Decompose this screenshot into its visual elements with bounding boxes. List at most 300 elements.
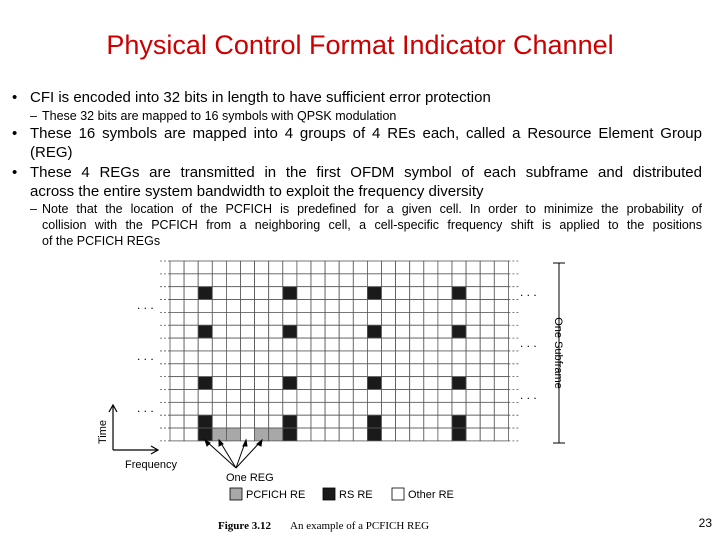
re-other <box>452 300 466 313</box>
legend-rs-label: RS RE <box>339 489 373 501</box>
re-other <box>170 402 184 415</box>
re-other <box>410 287 424 300</box>
re-other <box>424 287 438 300</box>
re-other <box>452 274 466 287</box>
re-other <box>184 261 198 274</box>
re-other <box>170 338 184 351</box>
re-other <box>494 415 508 428</box>
re-other <box>170 325 184 338</box>
re-rs <box>283 325 297 338</box>
re-other <box>410 402 424 415</box>
re-other <box>269 377 283 390</box>
re-other <box>396 287 410 300</box>
re-other <box>339 325 353 338</box>
re-other <box>212 312 226 325</box>
re-other <box>297 377 311 390</box>
re-other <box>494 312 508 325</box>
dash-marker: – <box>30 109 37 123</box>
re-other <box>170 390 184 403</box>
slide-title: Physical Control Format Indicator Channel <box>106 30 614 60</box>
re-other <box>170 377 184 390</box>
re-other <box>494 300 508 313</box>
re-other <box>396 338 410 351</box>
re-other <box>396 428 410 441</box>
bullet-3-line-2: across the entire system bandwidth to exploit the frequency diversity <box>30 183 484 200</box>
re-other <box>382 312 396 325</box>
re-other <box>494 428 508 441</box>
re-other <box>325 261 339 274</box>
re-other <box>297 351 311 364</box>
re-other <box>382 402 396 415</box>
re-other <box>438 261 452 274</box>
re-other <box>255 364 269 377</box>
re-other <box>382 287 396 300</box>
re-other <box>367 338 381 351</box>
re-other <box>226 390 240 403</box>
re-other <box>452 364 466 377</box>
re-other <box>494 390 508 403</box>
re-other <box>353 312 367 325</box>
re-other <box>424 300 438 313</box>
re-other <box>311 261 325 274</box>
re-other <box>255 351 269 364</box>
re-other <box>466 390 480 403</box>
re-other <box>382 377 396 390</box>
re-other <box>170 415 184 428</box>
one-reg-arrows <box>205 440 262 468</box>
ellipsis-right-2: . . . <box>520 336 537 350</box>
re-other <box>339 338 353 351</box>
re-other <box>255 300 269 313</box>
re-other <box>184 351 198 364</box>
re-other <box>226 274 240 287</box>
re-pcfich <box>255 428 269 441</box>
re-other <box>410 312 424 325</box>
re-other <box>311 402 325 415</box>
re-other <box>241 390 255 403</box>
re-other <box>269 287 283 300</box>
re-other <box>339 402 353 415</box>
re-other <box>382 364 396 377</box>
re-other <box>466 415 480 428</box>
re-other <box>396 364 410 377</box>
re-other <box>410 351 424 364</box>
re-other <box>297 338 311 351</box>
re-other <box>198 312 212 325</box>
re-other <box>382 351 396 364</box>
re-other <box>255 338 269 351</box>
re-other <box>184 402 198 415</box>
re-other <box>367 402 381 415</box>
frequency-axis-label: Frequency <box>125 459 177 471</box>
re-pcfich <box>226 428 240 441</box>
re-other <box>297 402 311 415</box>
re-other <box>466 312 480 325</box>
re-other <box>438 402 452 415</box>
re-other <box>452 402 466 415</box>
re-other <box>339 364 353 377</box>
time-axis-label: Time <box>97 419 109 445</box>
re-other <box>466 402 480 415</box>
re-other <box>325 428 339 441</box>
re-other <box>184 390 198 403</box>
re-other <box>255 261 269 274</box>
re-other <box>283 402 297 415</box>
re-other <box>184 338 198 351</box>
ellipsis-left-1: . . . <box>137 298 154 312</box>
re-rs <box>367 415 381 428</box>
re-other <box>311 287 325 300</box>
re-other <box>325 415 339 428</box>
re-other <box>353 415 367 428</box>
re-other <box>367 390 381 403</box>
re-other <box>410 390 424 403</box>
re-other <box>226 338 240 351</box>
re-other <box>410 377 424 390</box>
page-number: 23 <box>698 516 712 530</box>
re-other <box>170 364 184 377</box>
re-other <box>339 377 353 390</box>
re-other <box>283 390 297 403</box>
re-other <box>212 390 226 403</box>
re-other <box>396 325 410 338</box>
re-other <box>438 300 452 313</box>
re-rs <box>283 287 297 300</box>
re-other <box>480 274 494 287</box>
re-rs <box>198 377 212 390</box>
bullet-2-line-2: (REG) <box>30 144 73 161</box>
re-rs <box>283 415 297 428</box>
re-other <box>184 415 198 428</box>
re-other <box>297 364 311 377</box>
re-other <box>212 274 226 287</box>
re-other <box>212 338 226 351</box>
re-other <box>198 261 212 274</box>
re-other <box>297 428 311 441</box>
re-other <box>339 287 353 300</box>
one-reg-label: One REG <box>226 472 274 484</box>
re-other <box>297 287 311 300</box>
re-other <box>480 312 494 325</box>
re-other <box>396 377 410 390</box>
re-other <box>297 312 311 325</box>
re-other <box>410 300 424 313</box>
re-other <box>438 338 452 351</box>
re-rs <box>452 287 466 300</box>
re-other <box>226 300 240 313</box>
re-other <box>410 415 424 428</box>
re-other <box>325 300 339 313</box>
re-other <box>226 364 240 377</box>
re-other <box>269 364 283 377</box>
re-rs <box>452 428 466 441</box>
re-other <box>226 351 240 364</box>
re-other <box>297 261 311 274</box>
re-other <box>255 377 269 390</box>
re-rs <box>367 287 381 300</box>
re-other <box>325 351 339 364</box>
legend-other-label: Other RE <box>408 489 454 501</box>
re-other <box>424 402 438 415</box>
re-other <box>255 402 269 415</box>
re-other <box>311 415 325 428</box>
re-other <box>438 351 452 364</box>
re-other <box>382 325 396 338</box>
re-other <box>438 415 452 428</box>
re-other <box>494 325 508 338</box>
re-other <box>226 325 240 338</box>
re-other <box>184 300 198 313</box>
re-other <box>241 261 255 274</box>
re-other <box>283 274 297 287</box>
re-other <box>438 325 452 338</box>
re-other <box>424 377 438 390</box>
re-other <box>184 274 198 287</box>
re-other <box>480 287 494 300</box>
re-other <box>311 377 325 390</box>
re-other <box>466 428 480 441</box>
re-other <box>283 261 297 274</box>
re-other <box>241 312 255 325</box>
re-other <box>241 274 255 287</box>
re-other <box>198 351 212 364</box>
re-other <box>466 287 480 300</box>
re-other <box>311 274 325 287</box>
bullet-3-sub-line-1: Note that the location of the PCFICH is predefined for a given cell. In order to minimize the probability of <box>42 202 702 216</box>
bullet-1-text: CFI is encoded into 32 bits in length to have sufficient error protection <box>30 89 491 106</box>
re-other <box>297 390 311 403</box>
bullet-1-sub-text: These 32 bits are mapped to 16 symbols with QPSK modulation <box>42 109 397 123</box>
re-other <box>396 415 410 428</box>
re-other <box>212 377 226 390</box>
re-other <box>353 351 367 364</box>
figure-caption-text: An example of a PCFICH REG <box>290 520 430 532</box>
bullet-3-sub-line-3: of the PCFICH REGs <box>42 234 161 248</box>
re-other <box>480 261 494 274</box>
re-other <box>494 338 508 351</box>
re-other <box>339 261 353 274</box>
re-other <box>241 415 255 428</box>
re-other <box>382 338 396 351</box>
re-other <box>480 351 494 364</box>
re-rs <box>198 428 212 441</box>
re-other <box>480 338 494 351</box>
re-other <box>452 390 466 403</box>
re-other <box>438 364 452 377</box>
re-other <box>466 300 480 313</box>
re-other <box>269 351 283 364</box>
re-other <box>269 415 283 428</box>
re-other <box>184 364 198 377</box>
re-other <box>382 415 396 428</box>
re-other <box>283 300 297 313</box>
re-other <box>396 351 410 364</box>
re-pcfich <box>269 428 283 441</box>
re-other <box>466 377 480 390</box>
re-rs <box>367 325 381 338</box>
re-other <box>353 274 367 287</box>
re-other <box>353 428 367 441</box>
re-other <box>480 402 494 415</box>
re-other <box>438 287 452 300</box>
re-other <box>410 338 424 351</box>
re-other <box>396 274 410 287</box>
re-other <box>241 428 255 441</box>
re-other <box>269 312 283 325</box>
re-other <box>184 428 198 441</box>
re-other <box>353 364 367 377</box>
re-other <box>480 325 494 338</box>
re-other <box>311 312 325 325</box>
re-other <box>255 390 269 403</box>
re-other <box>198 300 212 313</box>
re-other <box>311 300 325 313</box>
re-other <box>241 338 255 351</box>
re-rs <box>283 428 297 441</box>
re-rs <box>452 325 466 338</box>
re-other <box>424 274 438 287</box>
re-other <box>494 377 508 390</box>
re-other <box>325 312 339 325</box>
re-other <box>494 287 508 300</box>
re-other <box>325 402 339 415</box>
re-rs <box>452 377 466 390</box>
re-other <box>466 364 480 377</box>
re-other <box>424 390 438 403</box>
re-other <box>424 415 438 428</box>
re-other <box>382 428 396 441</box>
re-other <box>325 390 339 403</box>
re-other <box>452 338 466 351</box>
ellipsis-left-2: . . . <box>137 349 154 363</box>
legend-pcfich-swatch <box>230 488 242 500</box>
re-other <box>170 428 184 441</box>
re-other <box>367 351 381 364</box>
re-other <box>311 364 325 377</box>
dash-marker: – <box>30 202 37 216</box>
re-rs <box>367 428 381 441</box>
re-other <box>226 312 240 325</box>
one-subframe-label: One Subframe <box>552 317 564 389</box>
re-other <box>494 351 508 364</box>
re-other <box>241 377 255 390</box>
re-other <box>255 287 269 300</box>
legend <box>230 488 454 501</box>
re-other <box>212 351 226 364</box>
re-other <box>339 428 353 441</box>
re-other <box>212 415 226 428</box>
re-other <box>241 364 255 377</box>
re-other <box>353 402 367 415</box>
bullet-marker: • <box>12 125 18 142</box>
re-other <box>283 312 297 325</box>
legend-pcfich-label: PCFICH RE <box>246 489 306 501</box>
re-other <box>410 261 424 274</box>
re-other <box>297 325 311 338</box>
re-other <box>480 390 494 403</box>
re-other <box>325 274 339 287</box>
re-other <box>353 300 367 313</box>
re-other <box>396 261 410 274</box>
re-other <box>494 261 508 274</box>
re-rs <box>198 287 212 300</box>
re-other <box>311 428 325 441</box>
re-other <box>382 300 396 313</box>
re-other <box>311 390 325 403</box>
legend-rs-swatch <box>323 488 335 500</box>
re-other <box>269 300 283 313</box>
re-other <box>184 377 198 390</box>
re-other <box>198 364 212 377</box>
re-other <box>424 351 438 364</box>
re-other <box>226 287 240 300</box>
re-other <box>311 338 325 351</box>
re-other <box>184 312 198 325</box>
re-other <box>339 351 353 364</box>
re-other <box>212 325 226 338</box>
re-other <box>396 402 410 415</box>
re-other <box>325 377 339 390</box>
re-other <box>339 390 353 403</box>
re-other <box>283 338 297 351</box>
re-other <box>297 274 311 287</box>
re-other <box>466 274 480 287</box>
re-rs <box>367 377 381 390</box>
re-other <box>241 325 255 338</box>
re-rs <box>198 415 212 428</box>
re-other <box>410 274 424 287</box>
re-other <box>241 402 255 415</box>
re-other <box>339 274 353 287</box>
re-other <box>353 390 367 403</box>
re-other <box>452 351 466 364</box>
figure-caption-number: Figure 3.12 <box>218 520 271 532</box>
re-other <box>184 287 198 300</box>
re-other <box>311 325 325 338</box>
re-other <box>198 274 212 287</box>
bullet-marker: • <box>12 89 18 106</box>
re-other <box>367 312 381 325</box>
re-other <box>424 325 438 338</box>
re-other <box>339 312 353 325</box>
re-other <box>353 325 367 338</box>
re-other <box>170 312 184 325</box>
re-other <box>269 338 283 351</box>
re-other <box>382 261 396 274</box>
re-other <box>311 351 325 364</box>
re-other <box>198 402 212 415</box>
re-other <box>396 300 410 313</box>
re-other <box>283 364 297 377</box>
re-other <box>466 325 480 338</box>
re-other <box>198 390 212 403</box>
re-other <box>325 325 339 338</box>
re-other <box>170 351 184 364</box>
re-other <box>212 287 226 300</box>
re-other <box>367 274 381 287</box>
re-other <box>480 428 494 441</box>
bullet-3-line-1: These 4 REGs are transmitted in the first OFDM symbol of each subframe and distributed <box>30 164 702 181</box>
re-other <box>424 312 438 325</box>
re-other <box>283 351 297 364</box>
legend-other-swatch <box>392 488 404 500</box>
bullet-3-sub-line-2: collision with the PCFICH from a neighboring cell, a cell-specific frequency shift is applied to the positions <box>42 218 702 232</box>
re-other <box>212 261 226 274</box>
re-other <box>269 274 283 287</box>
re-other <box>339 300 353 313</box>
re-other <box>325 287 339 300</box>
re-other <box>494 274 508 287</box>
